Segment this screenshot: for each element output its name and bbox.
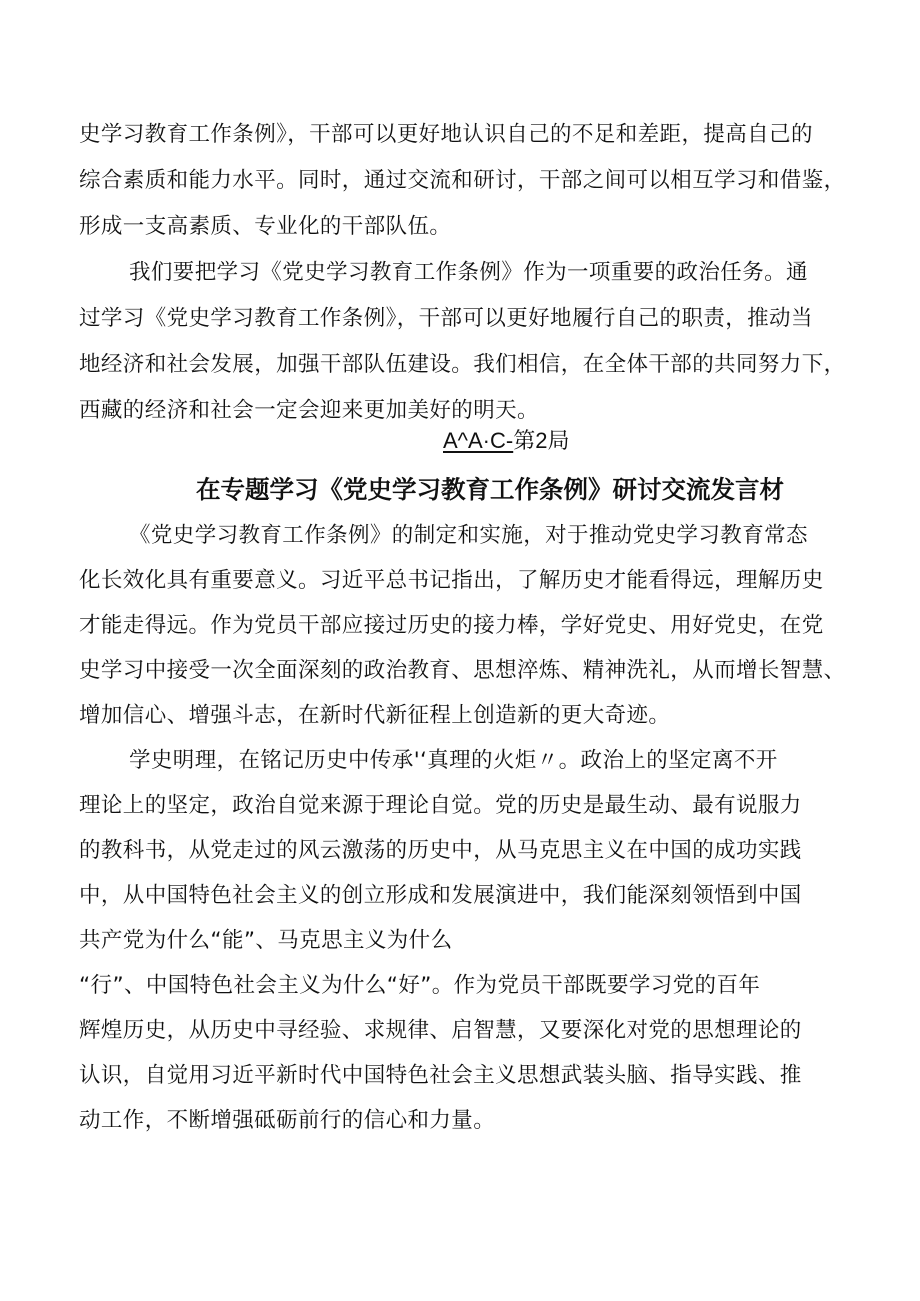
paragraph-line: 形成一支高素质、专业化的干部队伍。 bbox=[79, 214, 452, 239]
paragraph-line: 综合素质和能力水平。同时，通过交流和研讨，干部之间可以相互学习和借鉴， bbox=[79, 168, 846, 193]
paragraph-line: 过学习《党史学习教育工作条例》，干部可以更好地履行自己的职责，推动当 bbox=[79, 306, 813, 331]
section-subheading bbox=[443, 426, 569, 456]
paragraph-line: 认识，自觉用习近平新时代中国特色社会主义思想武装头脑、指导实践、推 bbox=[79, 1063, 802, 1088]
paragraph-line: 我们要把学习《党史学习教育工作条例》作为一项重要的政治任务。通 bbox=[129, 260, 808, 285]
paragraph-line: 动工作，不断增强砥砺前行的信心和力量。 bbox=[79, 1108, 496, 1133]
paragraph-line: 理论上的坚定，政治自觉来源于理论自觉。党的历史是最生动、最有说服力 bbox=[79, 793, 802, 818]
paragraph-line: 地经济和社会发展，加强干部队伍建设。我们相信，在全体干部的共同努力下， bbox=[79, 352, 846, 377]
paragraph-line: 《党史学习教育工作条例》的制定和实施，对于推动党史学习教育常态 bbox=[129, 523, 808, 548]
subheading-marker: A^A·C- bbox=[443, 428, 514, 453]
paragraph-line: 共产党为什么“能”、马克思主义为什么 bbox=[79, 928, 453, 953]
page-title: 在专题学习《党史学习教育工作条例》研讨交流发言材 bbox=[196, 475, 784, 504]
paragraph-line: 才能走得远。作为党员干部应接过历史的接力棒，学好党史、用好党史，在党 bbox=[79, 613, 824, 638]
paragraph-line: “行”、中国特色社会主义为什么“好”。作为党员干部既要学习党的百年 bbox=[79, 973, 761, 998]
paragraph-line: 学史明理，在铭记历史中传承'‘真理的火炬〃。政治上的坚定离不开 bbox=[129, 748, 778, 773]
subheading-label: 第2局 bbox=[513, 428, 570, 453]
paragraph-line: 中，从中国特色社会主义的创立形成和发展演进中，我们能深刻领悟到中国 bbox=[79, 883, 802, 908]
paragraph-line: 史学习教育工作条例》，干部可以更好地认识自己的不足和差距，提高自己的 bbox=[79, 122, 813, 147]
paragraph-line: 化长效化具有重要意义。习近平总书记指出，了解历史才能看得远，理解历史 bbox=[79, 568, 824, 593]
paragraph-line: 西藏的经济和社会一定会迎来更加美好的明天。 bbox=[79, 398, 539, 423]
paragraph-line: 的教科书，从党走过的风云激荡的历史中，从马克思主义在中国的成功实践 bbox=[79, 838, 802, 863]
paragraph-line: 辉煌历史，从历史中寻经验、求规律、启智慧，又要深化对党的思想理论的 bbox=[79, 1018, 802, 1043]
paragraph-line: 史学习中接受一次全面深刻的政治教育、思想淬炼、精神洗礼，从而增长智慧、 bbox=[79, 658, 846, 683]
paragraph-line: 增加信心、增强斗志，在新时代新征程上创造新的更大奇迹。 bbox=[79, 703, 671, 728]
